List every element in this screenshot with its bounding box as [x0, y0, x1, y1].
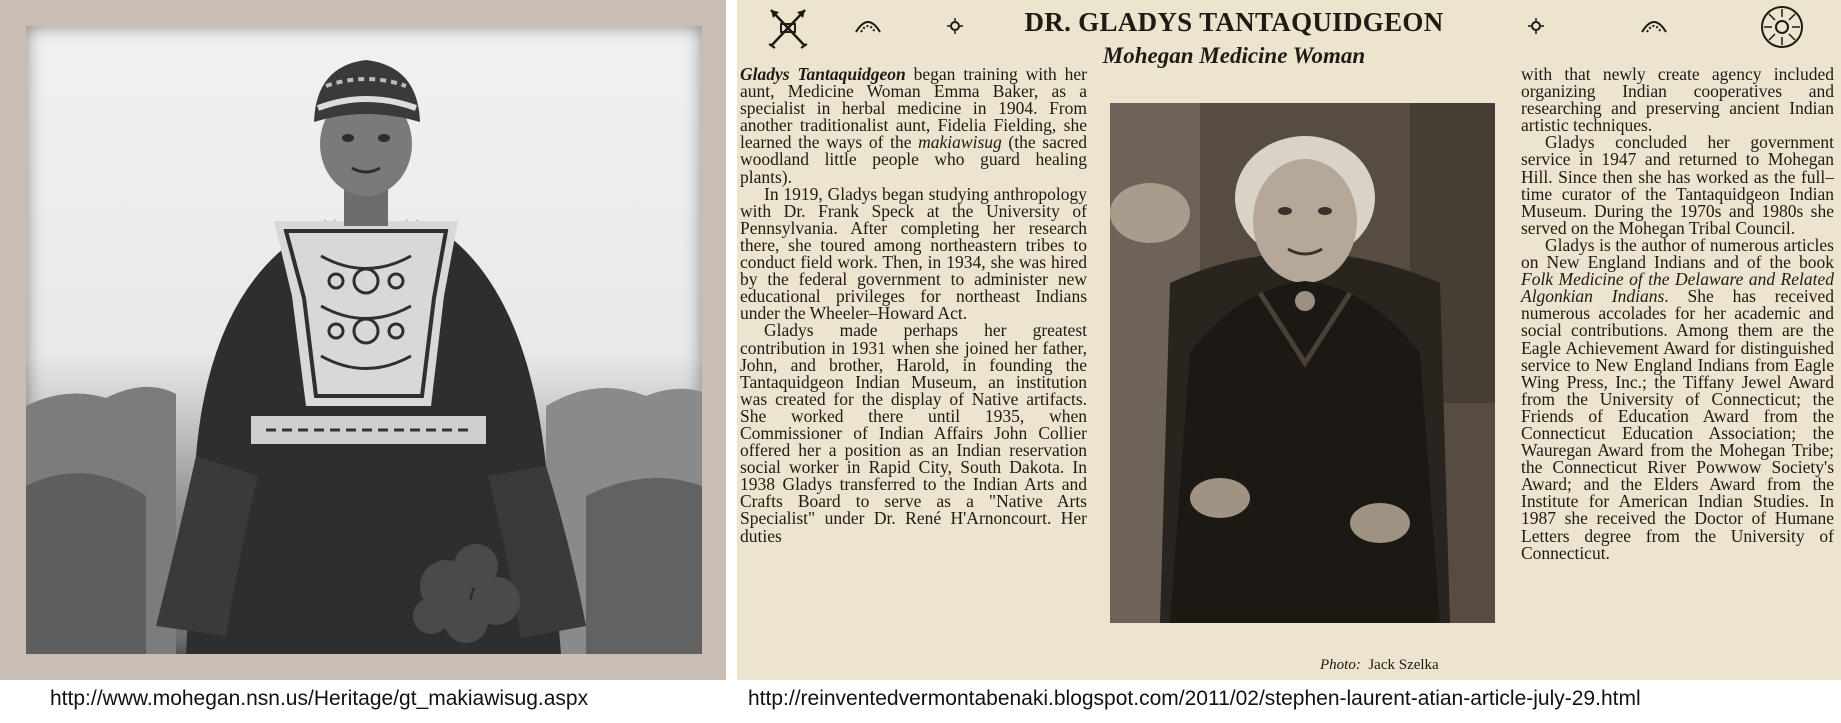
book-title: Folk Medicine of the Delaware and Related Algonkian Indians — [1521, 269, 1834, 307]
term-makiawisug: makiawisug — [918, 132, 1002, 153]
article-subhead: Mohegan Medicine Woman — [1102, 43, 1366, 68]
portrait-photo-gladys-regalia — [26, 26, 702, 654]
article-headline: DR. GLADYS TANTAQUIDGEON — [1024, 7, 1444, 37]
rainbow-ornament-icon — [1639, 14, 1669, 34]
newspaper-clipping — [737, 0, 1841, 680]
paragraph: Gladys made perhaps her greatest contribution in 1931 when she joined her father, John, and brother, Harold, in founding the Tantaquidgeon Indian Museum, an institution was created for the display of Native artifacts. She worked there until 1935, when Commissioner of Indian Affairs John Collier offered her a position as an Indian reservation social worker in Rapid City, South Dakota. In 1938 Gladys transferred to the Indian Arts and Crafts Board to serve as a "Native Arts Specialist" under Dr. René H'Arnoncourt. Her duties — [740, 320, 1087, 546]
paragraph: Gladys Tantaquidgeon began training with her aunt, Medicine Woman Emma Baker, as a specialist in herbal medicine in 1904. From another traditionalist aunt, Fidelia Fielding, she learned the ways of the makiawisug (the sacred woodland little people who guard healing plants). — [740, 64, 1087, 187]
article-column-left — [740, 66, 1087, 545]
paragraph: with that newly create agency included organizing Indian cooperatives and researching and preserving ancient Indian artistic techniques. — [1521, 64, 1834, 136]
article-column-right — [1521, 66, 1834, 562]
photo-frame — [0, 0, 726, 680]
sun-ornament-icon — [947, 18, 963, 34]
rainbow-ornament-icon — [853, 14, 883, 34]
source-url-right: http://reinventedvermontabenaki.blogspot.com/2011/02/stephen-laurent-atian-article-july-29.html — [748, 687, 1641, 710]
circle-star-ornament-icon — [1759, 4, 1805, 50]
crossed-arrows-ornament-icon — [767, 6, 809, 52]
paragraph: In 1919, Gladys began studying anthropology with Dr. Frank Speck at the University of Pennsylvania. After completing her research there, she toured among northeastern tribes to conduct field work. Then, in 1934, she was hired by the federal government to administer new educational privileges for northeast Indians under the Wheeler–Howard Act. — [740, 183, 1087, 324]
lead-name: Gladys Tantaquidgeon — [740, 64, 906, 84]
sun-ornament-icon — [1528, 18, 1544, 34]
paragraph: Gladys is the author of numerous articles on New England Indians and of the book Folk Medicine of the Delaware and Related Algonkian Indians. She has received numerous accolades for her academic and social contributions. Among them are the Eagle Achievement Award for distinguished service to New England Indians from Eagle Wing Press, Inc.; the Tiffany Jewel Award from the University of Connecticut; the Friends of Education Award from the Connecticut Education Association; the Wauregan Award from the Mohegan Tribe; the Connecticut River Powwow Society's Award; and the Elders Award from the Institute for American Indian Studies. In 1987 she received the Doctor of Humane Letters degree from the University of Connecticut. — [1521, 234, 1835, 563]
source-url-left: http://www.mohegan.nsn.us/Heritage/gt_makiawisug.aspx — [50, 687, 589, 710]
portrait-photo-elderly-gladys — [1110, 103, 1495, 623]
paragraph: Gladys concluded her government service in 1947 and returned to Mohegan Hill. Since then she has worked as the full–time curator of the Tantaquidgeon Indian Museum. During the 1970s and 1980s she served on the Mohegan Tribal Council. — [1521, 132, 1834, 238]
photo-credit: Photo: Jack Szelka — [1320, 657, 1439, 673]
